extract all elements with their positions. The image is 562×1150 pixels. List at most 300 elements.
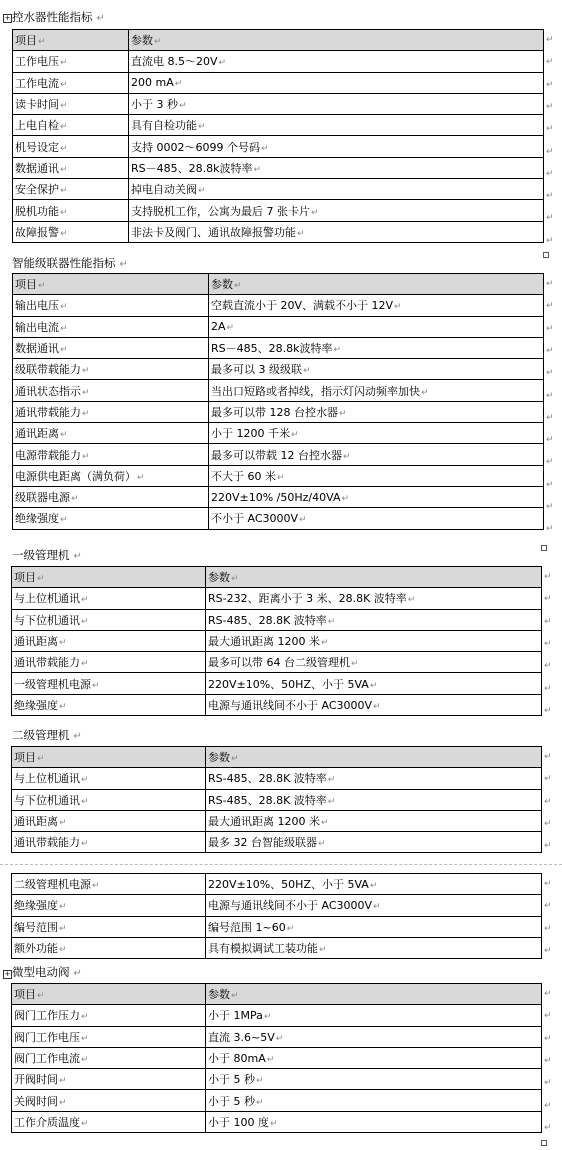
item-text: 故障报警 <box>15 225 59 239</box>
param-text: 小于 1MPa <box>208 1009 263 1023</box>
item-text: 与上位机通讯 <box>14 592 80 606</box>
item-cell[interactable] <box>12 652 206 673</box>
param-cell[interactable] <box>209 359 544 380</box>
table-row <box>12 789 542 810</box>
cell-end-mark-icon: ↵ <box>321 818 329 829</box>
item-cell[interactable] <box>12 832 206 853</box>
param-cell[interactable] <box>209 316 544 337</box>
cell-end-mark-icon: ↵ <box>256 1097 264 1108</box>
cell-end-mark-icon: ↵ <box>81 595 89 606</box>
cell-end-mark-icon: ↵ <box>231 754 239 765</box>
param-cell[interactable] <box>206 1005 542 1026</box>
cell-end-mark-icon: ↵ <box>59 945 67 956</box>
item-cell[interactable] <box>13 274 209 295</box>
param-text: 电源与通讯线间不小于 AC3000V <box>208 698 373 712</box>
cell-end-mark-icon: ↵ <box>318 839 326 850</box>
item-cell[interactable] <box>13 401 209 422</box>
cell-end-mark-icon: ↵ <box>92 680 100 691</box>
item-cell[interactable] <box>13 136 129 157</box>
item-cell[interactable] <box>13 423 209 444</box>
table-row <box>12 673 542 694</box>
item-cell[interactable] <box>12 630 206 651</box>
param-text: 具有模拟调试工装功能 <box>208 942 318 956</box>
cell-end-mark-icon: ↵ <box>198 122 206 133</box>
item-cell[interactable] <box>13 115 129 136</box>
cell-end-mark-icon: ↵ <box>59 1076 67 1087</box>
row-end-mark-icon: ↵ <box>544 945 552 956</box>
cell-end-mark-icon: ↵ <box>291 430 299 441</box>
param-text: 电源与通讯线间不小于 AC3000V <box>208 899 373 913</box>
section-title <box>12 8 105 26</box>
row-end-mark-icon: ↵ <box>546 146 554 157</box>
cell-end-mark-icon: ↵ <box>60 345 68 356</box>
param-cell[interactable] <box>206 937 542 958</box>
spec-table <box>11 873 542 959</box>
param-text: 小于 1200 千米 <box>211 427 290 441</box>
cell-end-mark-icon: ↵ <box>59 701 67 712</box>
row-end-mark-icon: ↵ <box>544 616 552 627</box>
item-text: 通讯距离 <box>15 427 59 441</box>
param-text: 非法卡及阀门、通讯故障报警功能 <box>131 225 296 239</box>
table-row <box>13 337 544 358</box>
item-text: 工作电压 <box>15 55 59 69</box>
param-cell[interactable] <box>206 789 542 810</box>
param-cell[interactable] <box>209 380 544 401</box>
cell-end-mark-icon: ↵ <box>231 574 239 585</box>
item-cell[interactable] <box>13 200 129 221</box>
param-cell[interactable] <box>209 465 544 486</box>
cell-end-mark-icon: ↵ <box>303 366 311 377</box>
row-end-mark-icon: ↵ <box>546 412 554 423</box>
item-text: 绝缘强度 <box>14 899 58 913</box>
item-text: 数据通讯 <box>15 342 59 356</box>
table-move-handle-icon[interactable]: + <box>4 970 11 978</box>
cell-end-mark-icon: ↵ <box>71 494 79 505</box>
cell-end-mark-icon: ↵ <box>256 1076 264 1087</box>
item-cell[interactable] <box>12 937 206 958</box>
cell-end-mark-icon: ↵ <box>82 366 90 377</box>
item-cell[interactable] <box>12 588 206 609</box>
param-cell[interactable] <box>209 486 544 507</box>
param-cell[interactable] <box>206 630 542 651</box>
cell-end-mark-icon: ↵ <box>59 818 67 829</box>
cell-end-mark-icon: ↵ <box>234 281 242 292</box>
cell-end-mark-icon: ↵ <box>341 493 350 504</box>
row-end-mark-icon: ↵ <box>546 435 554 446</box>
param-text: 小于 3 秒 <box>131 98 178 112</box>
item-cell[interactable] <box>12 810 206 831</box>
item-cell[interactable] <box>12 895 206 916</box>
row-end-mark-icon: ↵ <box>546 368 554 379</box>
param-text: RS－485、28.8k波特率 <box>131 161 253 175</box>
table-row <box>12 630 542 651</box>
row-end-mark-icon: ↵ <box>546 301 554 312</box>
item-cell[interactable] <box>12 673 206 694</box>
item-cell[interactable] <box>13 486 209 507</box>
param-cell[interactable] <box>206 567 542 588</box>
cell-end-mark-icon: ↵ <box>59 638 67 649</box>
param-cell[interactable] <box>206 694 542 715</box>
item-text: 通讯带载能力 <box>14 656 80 670</box>
row-end-mark-icon: ↵ <box>544 1055 552 1066</box>
param-text: 小于 100 度 <box>208 1115 269 1129</box>
table-row <box>12 810 542 831</box>
cell-end-mark-icon: ↵ <box>339 408 347 419</box>
param-cell[interactable] <box>129 200 544 221</box>
item-text: 项目 <box>14 988 36 1002</box>
cell-end-mark-icon: ↵ <box>299 515 307 526</box>
item-cell[interactable] <box>13 508 209 529</box>
item-cell[interactable] <box>13 179 129 200</box>
section-title-text: 智能级联器性能指标 <box>12 256 116 270</box>
cell-end-mark-icon: ↵ <box>37 991 45 1002</box>
table-row <box>12 1111 542 1132</box>
table-move-handle-icon[interactable]: + <box>4 14 11 22</box>
section-title-text: 二级管理机 <box>12 728 70 742</box>
row-end-mark-icon: ↵ <box>544 1011 552 1022</box>
cell-end-mark-icon: ↵ <box>327 796 336 807</box>
table-row <box>13 380 544 401</box>
row-end-mark-icon: ↵ <box>546 235 554 246</box>
param-cell[interactable] <box>206 832 542 853</box>
table-row <box>12 1047 542 1068</box>
param-text: 200 mA <box>131 76 174 90</box>
item-text: 项目 <box>14 571 36 585</box>
param-text: 参数 <box>208 988 230 1002</box>
param-cell[interactable] <box>129 221 544 242</box>
param-text: RS-485、28.8K 波特率 <box>208 793 327 807</box>
param-text: 不小于 AC3000V <box>211 512 299 526</box>
table-row <box>13 359 544 380</box>
table-row <box>12 1069 542 1090</box>
param-text: 最多可以带 128 台控水器 <box>211 405 338 419</box>
param-text: 小于 80mA <box>208 1052 266 1066</box>
cell-end-mark-icon: ↵ <box>92 881 100 892</box>
table-header-row <box>12 984 542 1005</box>
table-resize-handle-icon[interactable] <box>543 252 549 258</box>
spec-table <box>12 273 544 530</box>
item-text: 级联器电源 <box>15 491 70 505</box>
cell-end-mark-icon: ↵ <box>60 228 68 239</box>
item-cell[interactable] <box>13 295 209 316</box>
item-text: 一级管理机电源 <box>14 677 91 691</box>
table-row <box>12 1005 542 1026</box>
row-end-mark-icon: ↵ <box>544 705 552 716</box>
section-title-text: 一级管理机 <box>12 548 70 562</box>
cell-end-mark-icon: ↵ <box>60 302 68 313</box>
param-cell[interactable] <box>206 652 542 673</box>
item-cell[interactable] <box>13 30 129 51</box>
param-cell[interactable] <box>206 673 542 694</box>
param-text: 最多 32 台智能级联器 <box>208 836 317 850</box>
cell-end-mark-icon: ↵ <box>60 207 68 218</box>
table-row <box>12 916 542 937</box>
param-cell[interactable] <box>129 136 544 157</box>
param-cell[interactable] <box>129 51 544 72</box>
item-text: 脱机功能 <box>15 204 59 218</box>
item-cell[interactable] <box>12 1090 206 1111</box>
cell-end-mark-icon: ↵ <box>351 659 359 670</box>
cell-end-mark-icon: ↵ <box>154 37 162 48</box>
item-cell[interactable] <box>13 72 129 93</box>
param-text: 参数 <box>211 278 233 292</box>
item-text: 与下位机通讯 <box>14 793 80 807</box>
cell-end-mark-icon: ↵ <box>174 79 183 90</box>
row-end-mark-icon: ↵ <box>546 279 554 289</box>
param-cell[interactable] <box>206 609 542 630</box>
item-text: 上电自检 <box>15 119 59 133</box>
item-text: 通讯状态指示 <box>15 384 81 398</box>
item-text: 通讯带载能力 <box>15 405 81 419</box>
table-row <box>12 768 542 789</box>
item-text: 数据通讯 <box>15 161 59 175</box>
paragraph-mark-icon: ↵ <box>73 968 82 979</box>
item-cell[interactable] <box>13 316 209 337</box>
row-end-mark-icon: ↵ <box>544 638 552 649</box>
row-end-mark-icon: ↵ <box>546 213 554 224</box>
row-end-mark-icon: ↵ <box>544 989 552 999</box>
table-row <box>12 588 542 609</box>
table-row <box>13 486 544 507</box>
row-end-mark-icon: ↵ <box>546 345 554 356</box>
item-cell[interactable] <box>12 567 206 588</box>
item-cell[interactable] <box>13 465 209 486</box>
item-cell[interactable] <box>12 916 206 937</box>
table-row <box>13 316 544 337</box>
item-text: 阀门工作电流 <box>14 1052 80 1066</box>
paragraph-mark-icon: ↵ <box>119 259 128 270</box>
row-end-mark-icon: ↵ <box>546 502 554 512</box>
item-cell[interactable] <box>12 768 206 789</box>
param-cell[interactable] <box>206 1111 542 1132</box>
cell-end-mark-icon: ↵ <box>277 472 285 483</box>
param-text: RS－485、28.8k波特率 <box>211 342 333 356</box>
cell-end-mark-icon: ↵ <box>82 387 90 398</box>
param-text: 支持 0002～6099 个号码 <box>131 140 260 154</box>
param-cell[interactable] <box>206 895 542 916</box>
item-cell[interactable] <box>12 1069 206 1090</box>
section-title <box>12 254 128 272</box>
cell-end-mark-icon: ↵ <box>82 408 90 419</box>
cell-end-mark-icon: ↵ <box>333 345 342 356</box>
item-cell[interactable] <box>12 789 206 810</box>
cell-end-mark-icon: ↵ <box>60 143 68 154</box>
param-cell[interactable] <box>209 401 544 422</box>
param-text: 最多可以带 64 台二级管理机 <box>208 656 350 670</box>
param-cell[interactable] <box>206 916 542 937</box>
item-text: 项目 <box>15 278 37 292</box>
param-text: RS-485、28.8K 波特率 <box>208 613 327 627</box>
row-end-mark-icon: ↵ <box>544 683 552 694</box>
table-row <box>13 93 544 114</box>
item-text: 输出电流 <box>15 320 59 334</box>
row-end-mark-icon: ↵ <box>546 323 554 334</box>
item-cell[interactable] <box>12 747 206 768</box>
item-cell[interactable] <box>12 984 206 1005</box>
item-text: 通讯带载能力 <box>14 836 80 850</box>
cell-end-mark-icon: ↵ <box>327 775 336 786</box>
param-cell[interactable] <box>206 984 542 1005</box>
row-end-mark-icon: ↵ <box>544 752 552 762</box>
param-cell[interactable] <box>209 444 544 465</box>
param-text: 2A <box>211 320 226 334</box>
cell-end-mark-icon: ↵ <box>231 991 239 1002</box>
row-end-mark-icon: ↵ <box>544 572 552 582</box>
param-cell[interactable] <box>206 874 542 895</box>
cell-end-mark-icon: ↵ <box>270 1118 278 1129</box>
cell-end-mark-icon: ↵ <box>60 323 68 334</box>
cell-end-mark-icon: ↵ <box>60 79 68 90</box>
page-break-line <box>0 864 562 865</box>
cell-end-mark-icon: ↵ <box>81 775 89 786</box>
item-cell[interactable] <box>13 157 129 178</box>
row-end-mark-icon: ↵ <box>546 101 554 112</box>
cell-end-mark-icon: ↵ <box>59 923 67 934</box>
section-title-text: 微型电动阀 <box>12 965 70 979</box>
table-resize-handle-icon[interactable] <box>541 1140 547 1146</box>
section-title <box>12 546 82 564</box>
param-cell[interactable] <box>129 157 544 178</box>
item-cell[interactable] <box>12 1005 206 1026</box>
param-text: 编号范围 1~60 <box>208 920 286 934</box>
param-text: 参数 <box>208 751 230 765</box>
cell-end-mark-icon: ↵ <box>81 659 89 670</box>
paragraph-mark-icon: ↵ <box>73 731 82 742</box>
param-cell[interactable] <box>209 423 544 444</box>
item-cell[interactable] <box>13 51 129 72</box>
item-cell[interactable] <box>13 221 129 242</box>
item-text: 额外功能 <box>14 942 58 956</box>
spec-table <box>11 746 542 853</box>
item-text: 项目 <box>15 34 37 48</box>
param-cell[interactable] <box>206 1069 542 1090</box>
item-cell[interactable] <box>12 609 206 630</box>
cell-end-mark-icon: ↵ <box>81 1118 89 1129</box>
param-text: 参数 <box>131 34 153 48</box>
param-text: 220V±10%、50HZ、小于 5VA <box>208 677 369 691</box>
param-text: 最多可以 3 级级联 <box>211 363 302 377</box>
table-row <box>13 136 544 157</box>
param-cell[interactable] <box>209 295 544 316</box>
row-end-mark-icon: ↵ <box>544 774 552 785</box>
item-cell[interactable] <box>12 694 206 715</box>
cell-end-mark-icon: ↵ <box>253 164 262 175</box>
row-end-mark-icon: ↵ <box>544 923 552 934</box>
item-cell[interactable] <box>12 1111 206 1132</box>
cell-end-mark-icon: ↵ <box>81 796 89 807</box>
spec-table <box>11 983 542 1133</box>
cell-end-mark-icon: ↵ <box>37 754 45 765</box>
item-cell[interactable] <box>12 874 206 895</box>
cell-end-mark-icon: ↵ <box>319 945 327 956</box>
cell-end-mark-icon: ↵ <box>286 923 295 934</box>
param-cell[interactable] <box>206 588 542 609</box>
item-text: 关阀时间 <box>14 1094 58 1108</box>
item-text: 与上位机通讯 <box>14 772 80 786</box>
item-cell[interactable] <box>13 380 209 401</box>
item-cell[interactable] <box>13 444 209 465</box>
row-end-mark-icon: ↵ <box>546 390 554 401</box>
cell-end-mark-icon: ↵ <box>37 574 45 585</box>
table-row <box>12 895 542 916</box>
item-cell[interactable] <box>12 1047 206 1068</box>
item-text: 二级管理机电源 <box>14 878 91 892</box>
item-text: 绝缘强度 <box>14 698 58 712</box>
table-row <box>13 508 544 529</box>
item-cell[interactable] <box>13 359 209 380</box>
item-text: 阀门工作电压 <box>14 1030 80 1044</box>
param-text: 支持脱机工作，公寓为最后 7 张卡片 <box>131 204 310 218</box>
cell-end-mark-icon: ↵ <box>226 323 235 334</box>
item-cell[interactable] <box>12 1026 206 1047</box>
row-end-mark-icon: ↵ <box>544 1033 552 1044</box>
param-text: RS-485、28.8K 波特率 <box>208 772 327 786</box>
table-row <box>12 937 542 958</box>
param-cell[interactable] <box>206 768 542 789</box>
param-cell[interactable] <box>129 30 544 51</box>
row-end-mark-icon: ↵ <box>544 594 552 605</box>
item-text: 通讯距离 <box>14 815 58 829</box>
row-end-mark-icon: ↵ <box>544 796 552 807</box>
param-text: 空载直流小于 20V、满载不小于 12V <box>211 299 394 313</box>
cell-end-mark-icon: ↵ <box>81 839 89 850</box>
cell-end-mark-icon: ↵ <box>369 680 378 691</box>
item-cell[interactable] <box>13 337 209 358</box>
row-end-mark-icon: ↵ <box>544 879 552 889</box>
row-end-mark-icon: ↵ <box>544 901 552 912</box>
row-end-mark-icon: ↵ <box>544 661 552 672</box>
param-text: 当出口短路或者掉线，指示灯闪动频率加快 <box>211 384 420 398</box>
item-text: 与下位机通讯 <box>14 613 80 627</box>
param-cell[interactable] <box>129 115 544 136</box>
row-end-mark-icon: ↵ <box>546 479 554 490</box>
param-cell[interactable] <box>129 93 544 114</box>
item-text: 通讯距离 <box>14 635 58 649</box>
param-cell[interactable] <box>206 1090 542 1111</box>
item-text: 读卡时间 <box>15 98 59 112</box>
item-text: 机号设定 <box>15 140 59 154</box>
row-end-mark-icon: ↵ <box>544 1100 552 1111</box>
cell-end-mark-icon: ↵ <box>60 122 68 133</box>
table-header-row <box>12 567 542 588</box>
param-cell[interactable] <box>209 274 544 295</box>
table-row <box>13 465 544 486</box>
cell-end-mark-icon: ↵ <box>60 164 68 175</box>
param-cell[interactable] <box>206 1047 542 1068</box>
param-cell[interactable] <box>206 810 542 831</box>
param-cell[interactable] <box>209 508 544 529</box>
cell-end-mark-icon: ↵ <box>81 1033 89 1044</box>
row-end-mark-icon: ↵ <box>544 818 552 829</box>
row-end-mark-icon: ↵ <box>546 457 554 468</box>
param-cell[interactable] <box>209 337 544 358</box>
table-header-row <box>13 30 544 51</box>
table-resize-handle-icon[interactable] <box>541 545 547 551</box>
cell-end-mark-icon: ↵ <box>263 1012 272 1023</box>
param-cell[interactable] <box>129 179 544 200</box>
param-cell[interactable] <box>206 1026 542 1047</box>
cell-end-mark-icon: ↵ <box>394 302 402 313</box>
table-row <box>13 423 544 444</box>
param-cell[interactable] <box>129 72 544 93</box>
table-row <box>13 295 544 316</box>
table-row <box>12 652 542 673</box>
param-text: 掉电自动关阀 <box>131 183 197 197</box>
item-cell[interactable] <box>13 93 129 114</box>
table-row <box>12 609 542 630</box>
table-row <box>13 115 544 136</box>
param-cell[interactable] <box>206 747 542 768</box>
